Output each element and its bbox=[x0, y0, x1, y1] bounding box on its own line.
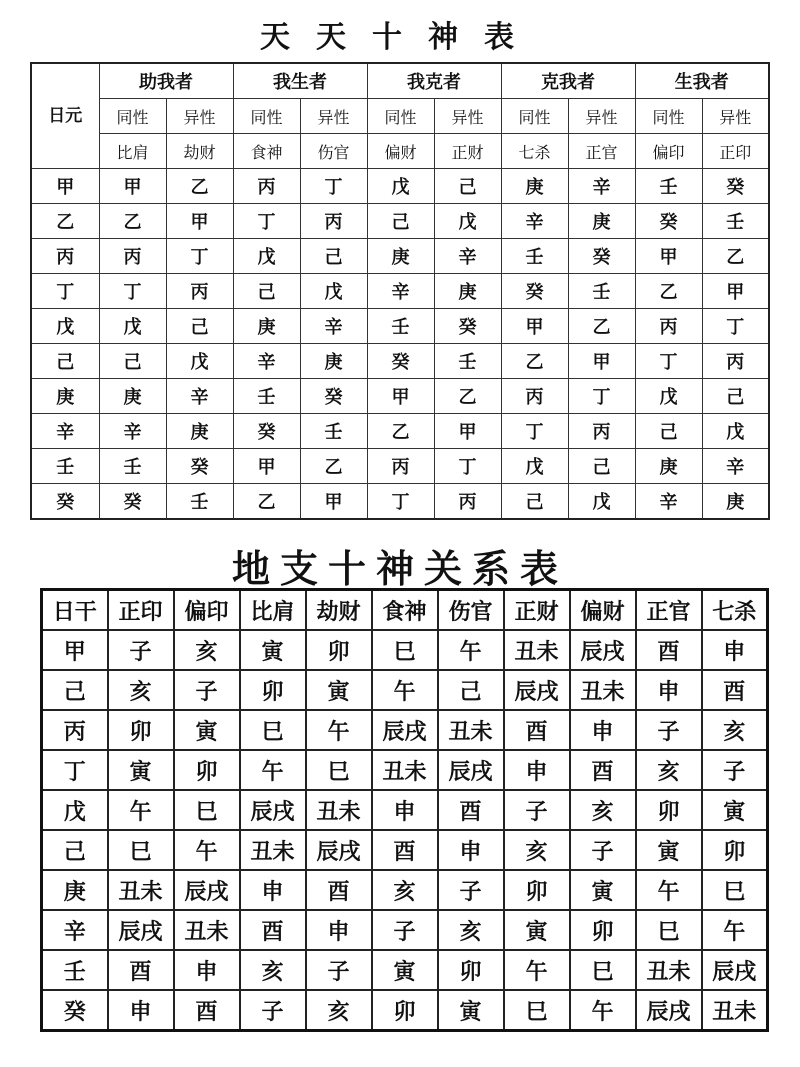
stem-cell: 癸 bbox=[300, 379, 367, 414]
stem-cell: 丁 bbox=[166, 239, 233, 274]
stem-cell: 癸 bbox=[702, 169, 769, 204]
table-row bbox=[31, 449, 769, 484]
branch-cell: 午 bbox=[174, 830, 240, 870]
branch-cell: 午 bbox=[372, 670, 438, 710]
day-master-cell: 癸 bbox=[31, 484, 99, 520]
stem-cell: 丙 bbox=[233, 169, 300, 204]
polarity-header: 异性 bbox=[434, 99, 501, 134]
stem-cell: 己 bbox=[501, 484, 568, 520]
god-header: 正财 bbox=[434, 134, 501, 169]
group-header: 助我者 bbox=[99, 63, 233, 99]
branch-cell: 子 bbox=[504, 790, 570, 830]
branch-cell: 巳 bbox=[570, 950, 636, 990]
day-stem-cell: 丙 bbox=[42, 710, 108, 750]
branch-cell: 丑未 bbox=[306, 790, 372, 830]
stem-cell: 癸 bbox=[233, 414, 300, 449]
stem-cell: 辛 bbox=[166, 379, 233, 414]
god-header: 伤官 bbox=[300, 134, 367, 169]
branch-cell: 午 bbox=[636, 870, 702, 910]
branch-cell: 寅 bbox=[636, 830, 702, 870]
table-row bbox=[42, 950, 768, 990]
column-header: 七杀 bbox=[702, 590, 768, 631]
stem-cell: 辛 bbox=[434, 239, 501, 274]
stem-cell: 丙 bbox=[501, 379, 568, 414]
branch-cell: 巳 bbox=[636, 910, 702, 950]
table1-god-row bbox=[31, 134, 769, 169]
branch-cell: 巳 bbox=[174, 790, 240, 830]
table-row bbox=[42, 790, 768, 830]
branch-cell: 亥 bbox=[702, 710, 768, 750]
branch-cell: 酉 bbox=[438, 790, 504, 830]
table-row bbox=[31, 274, 769, 309]
branch-cell: 申 bbox=[504, 750, 570, 790]
stem-cell: 己 bbox=[568, 449, 635, 484]
stem-cell: 戊 bbox=[635, 379, 702, 414]
branch-cell: 子 bbox=[306, 950, 372, 990]
stem-cell: 己 bbox=[99, 344, 166, 379]
stem-cell: 庚 bbox=[233, 309, 300, 344]
polarity-header: 异性 bbox=[166, 99, 233, 134]
branch-cell: 申 bbox=[372, 790, 438, 830]
day-stem-cell: 丁 bbox=[42, 750, 108, 790]
stem-cell: 戊 bbox=[300, 274, 367, 309]
god-header: 偏财 bbox=[367, 134, 434, 169]
stem-cell: 丁 bbox=[367, 484, 434, 520]
stem-cell: 庚 bbox=[300, 344, 367, 379]
day-stem-cell: 辛 bbox=[42, 910, 108, 950]
branch-cell: 子 bbox=[636, 710, 702, 750]
branch-cell: 申 bbox=[108, 990, 174, 1031]
stem-cell: 壬 bbox=[300, 414, 367, 449]
stem-cell: 丙 bbox=[300, 204, 367, 239]
stem-cell: 丁 bbox=[501, 414, 568, 449]
branch-cell: 丑未 bbox=[240, 830, 306, 870]
god-header: 正印 bbox=[702, 134, 769, 169]
stem-cell: 戊 bbox=[367, 169, 434, 204]
stem-cell: 乙 bbox=[99, 204, 166, 239]
branch-cell: 子 bbox=[372, 910, 438, 950]
stem-cell: 乙 bbox=[367, 414, 434, 449]
branch-cell: 午 bbox=[108, 790, 174, 830]
branch-cell: 卯 bbox=[372, 990, 438, 1031]
branch-cell: 子 bbox=[570, 830, 636, 870]
polarity-header: 同性 bbox=[233, 99, 300, 134]
polarity-header: 同性 bbox=[635, 99, 702, 134]
stem-cell: 辛 bbox=[702, 449, 769, 484]
stem-cell: 丁 bbox=[702, 309, 769, 344]
column-header: 伤官 bbox=[438, 590, 504, 631]
stem-cell: 丁 bbox=[233, 204, 300, 239]
branch-cell: 亥 bbox=[438, 910, 504, 950]
stem-cell: 己 bbox=[233, 274, 300, 309]
branch-cell: 申 bbox=[570, 710, 636, 750]
branch-cell: 丑未 bbox=[636, 950, 702, 990]
god-header: 偏印 bbox=[635, 134, 702, 169]
branch-cell: 子 bbox=[108, 630, 174, 670]
stem-cell: 丙 bbox=[434, 484, 501, 520]
stem-cell: 甲 bbox=[568, 344, 635, 379]
branch-cell: 丑未 bbox=[108, 870, 174, 910]
stem-cell: 戊 bbox=[233, 239, 300, 274]
stem-cell: 庚 bbox=[702, 484, 769, 520]
table-row bbox=[42, 910, 768, 950]
branch-cell: 酉 bbox=[702, 670, 768, 710]
branch-cell: 酉 bbox=[240, 910, 306, 950]
stem-cell: 戊 bbox=[501, 449, 568, 484]
stem-cell: 乙 bbox=[300, 449, 367, 484]
branch-cell: 寅 bbox=[504, 910, 570, 950]
table-row bbox=[42, 830, 768, 870]
stem-cell: 戊 bbox=[166, 344, 233, 379]
stem-cell: 癸 bbox=[434, 309, 501, 344]
stem-cell: 戊 bbox=[434, 204, 501, 239]
table-row bbox=[42, 710, 768, 750]
stem-cell: 乙 bbox=[166, 169, 233, 204]
branch-cell: 亥 bbox=[174, 630, 240, 670]
branch-cell: 酉 bbox=[306, 870, 372, 910]
stem-cell: 丙 bbox=[367, 449, 434, 484]
column-header: 偏印 bbox=[174, 590, 240, 631]
column-header: 正官 bbox=[636, 590, 702, 631]
branch-cell: 亥 bbox=[240, 950, 306, 990]
stem-cell: 壬 bbox=[635, 169, 702, 204]
branch-cell: 酉 bbox=[372, 830, 438, 870]
stem-cell: 己 bbox=[635, 414, 702, 449]
table1-polarity-row bbox=[31, 99, 769, 134]
day-master-cell: 丁 bbox=[31, 274, 99, 309]
day-stem-cell: 己 bbox=[42, 830, 108, 870]
stem-cell: 己 bbox=[702, 379, 769, 414]
day-stem-cell: 庚 bbox=[42, 870, 108, 910]
stem-cell: 辛 bbox=[99, 414, 166, 449]
branch-cell: 辰戌 bbox=[438, 750, 504, 790]
column-header: 日干 bbox=[42, 590, 108, 631]
stem-cell: 辛 bbox=[300, 309, 367, 344]
branch-cell: 卯 bbox=[636, 790, 702, 830]
stem-cell: 壬 bbox=[99, 449, 166, 484]
polarity-header: 异性 bbox=[702, 99, 769, 134]
table-row bbox=[31, 484, 769, 520]
day-master-cell: 乙 bbox=[31, 204, 99, 239]
table-row bbox=[31, 204, 769, 239]
branch-cell: 辰戌 bbox=[306, 830, 372, 870]
branch-cell: 卯 bbox=[108, 710, 174, 750]
stem-cell: 癸 bbox=[166, 449, 233, 484]
branch-cell: 子 bbox=[174, 670, 240, 710]
stem-cell: 庚 bbox=[367, 239, 434, 274]
branch-cell: 卯 bbox=[306, 630, 372, 670]
day-master-cell: 庚 bbox=[31, 379, 99, 414]
stem-cell: 癸 bbox=[568, 239, 635, 274]
stem-cell: 乙 bbox=[233, 484, 300, 520]
table-row bbox=[31, 309, 769, 344]
day-master-cell: 己 bbox=[31, 344, 99, 379]
stem-cell: 甲 bbox=[635, 239, 702, 274]
stem-cell: 乙 bbox=[635, 274, 702, 309]
stem-cell: 壬 bbox=[367, 309, 434, 344]
stem-cell: 甲 bbox=[367, 379, 434, 414]
table2-header-row bbox=[42, 590, 768, 631]
stem-cell: 丙 bbox=[635, 309, 702, 344]
heavenly-stems-ten-gods-table bbox=[30, 62, 770, 520]
branch-cell: 子 bbox=[438, 870, 504, 910]
branch-cell: 午 bbox=[570, 990, 636, 1031]
branch-cell: 亥 bbox=[504, 830, 570, 870]
stem-cell: 丙 bbox=[568, 414, 635, 449]
stem-cell: 庚 bbox=[434, 274, 501, 309]
stem-cell: 丙 bbox=[99, 239, 166, 274]
branch-cell: 辰戌 bbox=[372, 710, 438, 750]
group-header: 我克者 bbox=[367, 63, 501, 99]
branch-cell: 申 bbox=[174, 950, 240, 990]
stem-cell: 戊 bbox=[702, 414, 769, 449]
branch-cell: 申 bbox=[636, 670, 702, 710]
god-header: 七杀 bbox=[501, 134, 568, 169]
stem-cell: 丙 bbox=[702, 344, 769, 379]
stem-cell: 辛 bbox=[568, 169, 635, 204]
stem-cell: 癸 bbox=[635, 204, 702, 239]
column-header: 正财 bbox=[504, 590, 570, 631]
stem-cell: 甲 bbox=[300, 484, 367, 520]
branch-cell: 午 bbox=[702, 910, 768, 950]
day-stem-cell: 壬 bbox=[42, 950, 108, 990]
branch-cell: 丑未 bbox=[174, 910, 240, 950]
stem-cell: 庚 bbox=[635, 449, 702, 484]
stem-cell: 壬 bbox=[233, 379, 300, 414]
branch-cell: 巳 bbox=[372, 630, 438, 670]
branch-cell: 丑未 bbox=[702, 990, 768, 1031]
polarity-header: 同性 bbox=[99, 99, 166, 134]
stem-cell: 丁 bbox=[568, 379, 635, 414]
branch-cell: 辰戌 bbox=[504, 670, 570, 710]
day-stem-cell: 戊 bbox=[42, 790, 108, 830]
polarity-header: 异性 bbox=[568, 99, 635, 134]
stem-cell: 辛 bbox=[233, 344, 300, 379]
god-header: 食神 bbox=[233, 134, 300, 169]
branch-cell: 酉 bbox=[636, 630, 702, 670]
stem-cell: 甲 bbox=[434, 414, 501, 449]
day-stem-cell: 癸 bbox=[42, 990, 108, 1031]
branch-cell: 寅 bbox=[240, 630, 306, 670]
day-master-cell: 甲 bbox=[31, 169, 99, 204]
branch-cell: 己 bbox=[438, 670, 504, 710]
branch-cell: 丑未 bbox=[438, 710, 504, 750]
table-row bbox=[42, 990, 768, 1031]
stem-cell: 庚 bbox=[166, 414, 233, 449]
branch-cell: 亥 bbox=[636, 750, 702, 790]
stem-cell: 庚 bbox=[99, 379, 166, 414]
stem-cell: 丁 bbox=[434, 449, 501, 484]
column-header: 劫财 bbox=[306, 590, 372, 631]
stem-cell: 辛 bbox=[367, 274, 434, 309]
stem-cell: 己 bbox=[300, 239, 367, 274]
table-row bbox=[31, 169, 769, 204]
stem-cell: 辛 bbox=[501, 204, 568, 239]
branch-cell: 巳 bbox=[306, 750, 372, 790]
table-row bbox=[42, 630, 768, 670]
branch-cell: 午 bbox=[306, 710, 372, 750]
earthly-branches-ten-gods-table bbox=[40, 588, 769, 1032]
stem-cell: 丁 bbox=[635, 344, 702, 379]
branch-cell: 卯 bbox=[438, 950, 504, 990]
branch-cell: 卯 bbox=[240, 670, 306, 710]
day-stem-cell: 甲 bbox=[42, 630, 108, 670]
stem-cell: 丁 bbox=[99, 274, 166, 309]
group-header: 生我者 bbox=[635, 63, 769, 99]
stem-cell: 己 bbox=[166, 309, 233, 344]
heavenly-stems-table-title: 天天十神表 bbox=[260, 20, 540, 55]
branch-cell: 酉 bbox=[504, 710, 570, 750]
branch-cell: 午 bbox=[504, 950, 570, 990]
branch-cell: 卯 bbox=[504, 870, 570, 910]
stem-cell: 甲 bbox=[99, 169, 166, 204]
stem-cell: 乙 bbox=[702, 239, 769, 274]
column-header: 正印 bbox=[108, 590, 174, 631]
branch-cell: 辰戌 bbox=[570, 630, 636, 670]
stem-cell: 戊 bbox=[99, 309, 166, 344]
day-master-cell: 辛 bbox=[31, 414, 99, 449]
branch-cell: 寅 bbox=[702, 790, 768, 830]
column-header: 比肩 bbox=[240, 590, 306, 631]
stem-cell: 壬 bbox=[702, 204, 769, 239]
branch-cell: 寅 bbox=[570, 870, 636, 910]
day-stem-cell: 己 bbox=[42, 670, 108, 710]
branch-cell: 申 bbox=[240, 870, 306, 910]
stem-cell: 庚 bbox=[501, 169, 568, 204]
stem-cell: 乙 bbox=[568, 309, 635, 344]
branch-cell: 丑未 bbox=[504, 630, 570, 670]
branch-cell: 子 bbox=[702, 750, 768, 790]
stem-cell: 庚 bbox=[568, 204, 635, 239]
table1-group-header-row bbox=[31, 63, 769, 99]
branch-cell: 巳 bbox=[504, 990, 570, 1031]
polarity-header: 同性 bbox=[501, 99, 568, 134]
earthly-branches-table-title: 地支十神关系表 bbox=[231, 546, 568, 591]
column-header: 食神 bbox=[372, 590, 438, 631]
branch-cell: 寅 bbox=[306, 670, 372, 710]
branch-cell: 寅 bbox=[372, 950, 438, 990]
branch-cell: 酉 bbox=[174, 990, 240, 1031]
stem-cell: 丁 bbox=[300, 169, 367, 204]
branch-cell: 子 bbox=[240, 990, 306, 1031]
branch-cell: 巳 bbox=[702, 870, 768, 910]
stem-cell: 癸 bbox=[99, 484, 166, 520]
branch-cell: 卯 bbox=[174, 750, 240, 790]
branch-cell: 丑未 bbox=[570, 670, 636, 710]
table-row bbox=[42, 870, 768, 910]
stem-cell: 乙 bbox=[501, 344, 568, 379]
branch-cell: 卯 bbox=[570, 910, 636, 950]
stem-cell: 壬 bbox=[568, 274, 635, 309]
branch-cell: 午 bbox=[438, 630, 504, 670]
stem-cell: 甲 bbox=[501, 309, 568, 344]
stem-cell: 癸 bbox=[501, 274, 568, 309]
god-header: 正官 bbox=[568, 134, 635, 169]
group-header: 我生者 bbox=[233, 63, 367, 99]
stem-cell: 壬 bbox=[501, 239, 568, 274]
day-master-header: 日元 bbox=[31, 63, 99, 169]
branch-cell: 亥 bbox=[570, 790, 636, 830]
stem-cell: 己 bbox=[434, 169, 501, 204]
stem-cell: 壬 bbox=[434, 344, 501, 379]
polarity-header: 同性 bbox=[367, 99, 434, 134]
table-row bbox=[42, 750, 768, 790]
table-row bbox=[31, 414, 769, 449]
branch-cell: 午 bbox=[240, 750, 306, 790]
day-master-cell: 丙 bbox=[31, 239, 99, 274]
branch-cell: 寅 bbox=[174, 710, 240, 750]
branch-cell: 丑未 bbox=[372, 750, 438, 790]
branch-cell: 辰戌 bbox=[240, 790, 306, 830]
god-header: 比肩 bbox=[99, 134, 166, 169]
polarity-header: 异性 bbox=[300, 99, 367, 134]
branch-cell: 巳 bbox=[240, 710, 306, 750]
stem-cell: 戊 bbox=[568, 484, 635, 520]
table-row bbox=[42, 670, 768, 710]
day-master-cell: 壬 bbox=[31, 449, 99, 484]
branch-cell: 亥 bbox=[306, 990, 372, 1031]
day-master-cell: 戊 bbox=[31, 309, 99, 344]
stem-cell: 甲 bbox=[702, 274, 769, 309]
branch-cell: 申 bbox=[306, 910, 372, 950]
branch-cell: 寅 bbox=[438, 990, 504, 1031]
stem-cell: 甲 bbox=[166, 204, 233, 239]
branch-cell: 申 bbox=[438, 830, 504, 870]
branch-cell: 卯 bbox=[702, 830, 768, 870]
table-row bbox=[31, 239, 769, 274]
table-row bbox=[31, 379, 769, 414]
god-header: 劫财 bbox=[166, 134, 233, 169]
group-header: 克我者 bbox=[501, 63, 635, 99]
branch-cell: 寅 bbox=[108, 750, 174, 790]
branch-cell: 亥 bbox=[108, 670, 174, 710]
branch-cell: 巳 bbox=[108, 830, 174, 870]
stem-cell: 己 bbox=[367, 204, 434, 239]
branch-cell: 酉 bbox=[570, 750, 636, 790]
branch-cell: 辰戌 bbox=[174, 870, 240, 910]
table-row bbox=[31, 344, 769, 379]
branch-cell: 申 bbox=[702, 630, 768, 670]
stem-cell: 甲 bbox=[233, 449, 300, 484]
branch-cell: 亥 bbox=[372, 870, 438, 910]
stem-cell: 丙 bbox=[166, 274, 233, 309]
branch-cell: 辰戌 bbox=[108, 910, 174, 950]
branch-cell: 酉 bbox=[108, 950, 174, 990]
branch-cell: 辰戌 bbox=[636, 990, 702, 1031]
column-header: 偏财 bbox=[570, 590, 636, 631]
branch-cell: 辰戌 bbox=[702, 950, 768, 990]
stem-cell: 辛 bbox=[635, 484, 702, 520]
stem-cell: 壬 bbox=[166, 484, 233, 520]
stem-cell: 癸 bbox=[367, 344, 434, 379]
stem-cell: 乙 bbox=[434, 379, 501, 414]
